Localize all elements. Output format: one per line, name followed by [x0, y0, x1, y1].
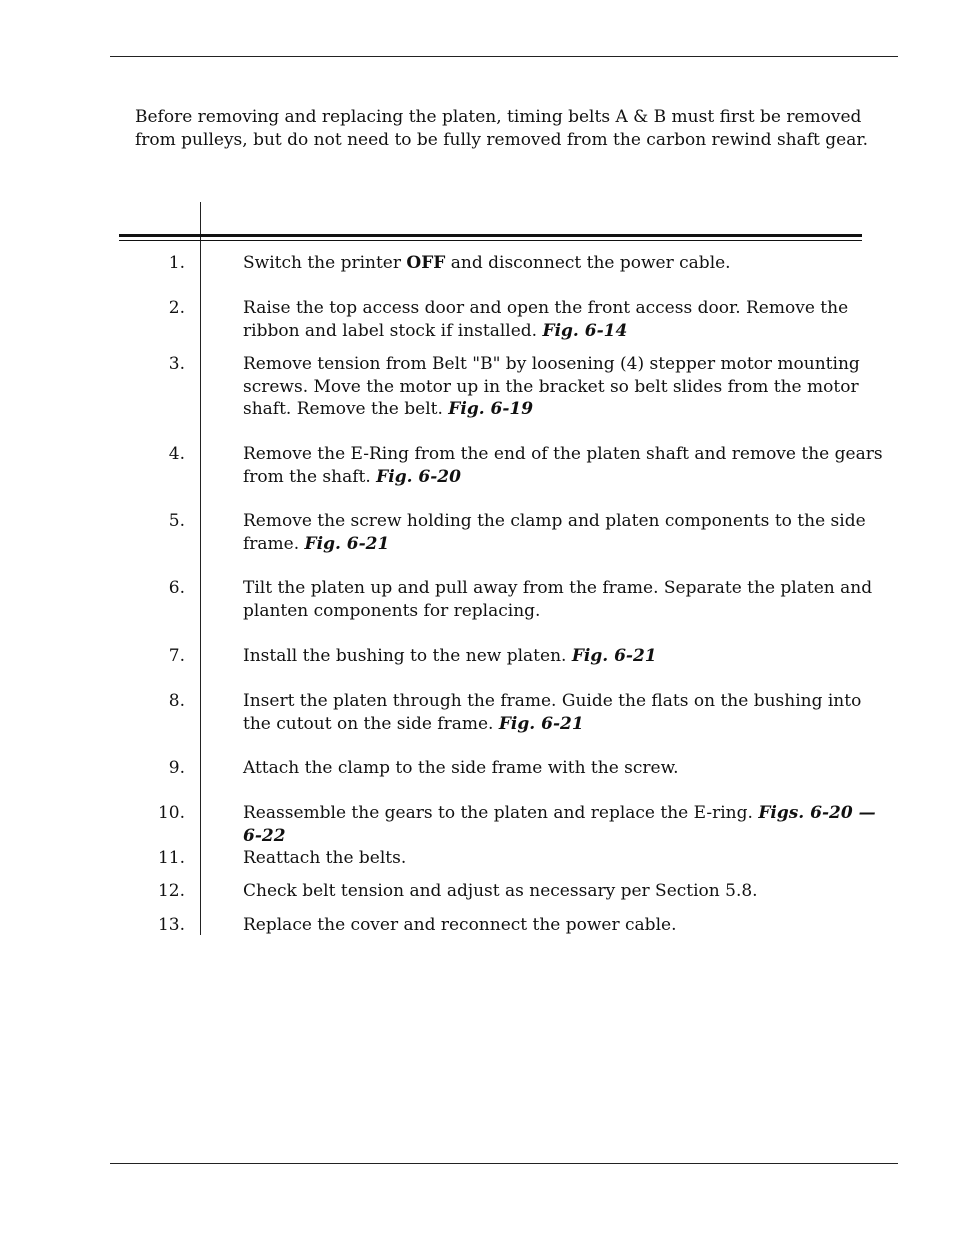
figure-reference: Fig. 6-20	[376, 466, 461, 487]
figure-reference: Fig. 6-21	[498, 713, 584, 734]
step-text-segment: Tilt the platen up and pull away from the frame. Separate the platen and planten components for replacing.	[243, 578, 873, 621]
step-text	[243, 802, 888, 847]
step-text-segment: Reassemble the gears to the platen and replace the E-ring.	[243, 803, 759, 823]
step-text	[243, 880, 888, 903]
step-text	[243, 510, 888, 555]
step-text-segment: Attach the clamp to the side frame with the screw.	[243, 758, 679, 778]
step-number: 6.	[168, 578, 185, 598]
step-number: 9.	[168, 758, 185, 778]
step-number: 2.	[168, 298, 185, 318]
step-number: 1.	[168, 253, 185, 273]
figure-reference: Fig. 6-19	[448, 399, 534, 419]
step-text-segment: Check belt tension and adjust as necessary per Section 5.8.	[243, 881, 758, 901]
figure-reference: Fig. 6-21	[571, 646, 657, 666]
step-text-segment: Switch the printer	[243, 253, 407, 273]
step-number: 10.	[157, 803, 185, 823]
figure-reference: Figs. 6-20 — 6-22	[243, 803, 876, 846]
step-text	[243, 353, 888, 421]
step-number: 3.	[168, 354, 185, 374]
step-number: 5.	[168, 511, 185, 531]
step-text	[243, 297, 888, 342]
intro-paragraph: Before removing and replacing the platen, timing belts A & B must first be removed from pulleys, but do not need to be fully removed from the carbon rewind shaft gear.	[135, 107, 869, 150]
step-number: 13.	[157, 915, 185, 935]
header-rule	[110, 56, 898, 57]
table-header-rule-thick	[119, 234, 862, 237]
step-text-segment: Remove tension from Belt "B" by loosening (4) stepper motor mounting screws. Move the motor up in the bracket so belt slides from the motor shaft. Remove the belt.	[243, 354, 860, 419]
step-text-segment: Reattach the belts.	[243, 848, 407, 868]
step-text-segment: Remove the screw holding the clamp and platen components to the side frame.	[243, 511, 866, 554]
figure-reference: Fig. 6-21	[304, 533, 390, 554]
step-text	[243, 443, 888, 488]
step-text	[243, 757, 888, 780]
step-text	[243, 577, 888, 622]
step-text-segment: Insert the platen through the frame. Guide the flats on the bushing into the cutout on the side frame.	[243, 691, 862, 734]
step-number: 7.	[168, 646, 185, 666]
footer-rule	[110, 1163, 898, 1164]
step-text	[243, 690, 888, 735]
figure-reference: Fig. 6-14	[542, 320, 628, 341]
step-text-segment: Remove the E-Ring from the end of the platen shaft and remove the gears from the shaft.	[243, 444, 883, 487]
emphasis-text: OFF	[406, 253, 446, 273]
step-text	[243, 645, 888, 668]
step-number: 4.	[168, 444, 185, 464]
step-text	[243, 252, 888, 275]
step-text	[243, 847, 888, 870]
step-number: 8.	[168, 691, 185, 711]
column-divider	[200, 202, 201, 935]
step-text-segment: Raise the top access door and open the front access door. Remove the ribbon and label stock if installed.	[243, 298, 849, 341]
step-text-segment: and disconnect the power cable.	[445, 253, 731, 273]
step-number: 12.	[157, 881, 185, 901]
step-number: 11.	[157, 848, 185, 868]
step-text	[243, 914, 888, 937]
step-text-segment: Install the bushing to the new platen.	[243, 646, 572, 666]
table-header-rule-thin	[119, 240, 862, 241]
step-text-segment: Replace the cover and reconnect the power cable.	[243, 915, 677, 935]
